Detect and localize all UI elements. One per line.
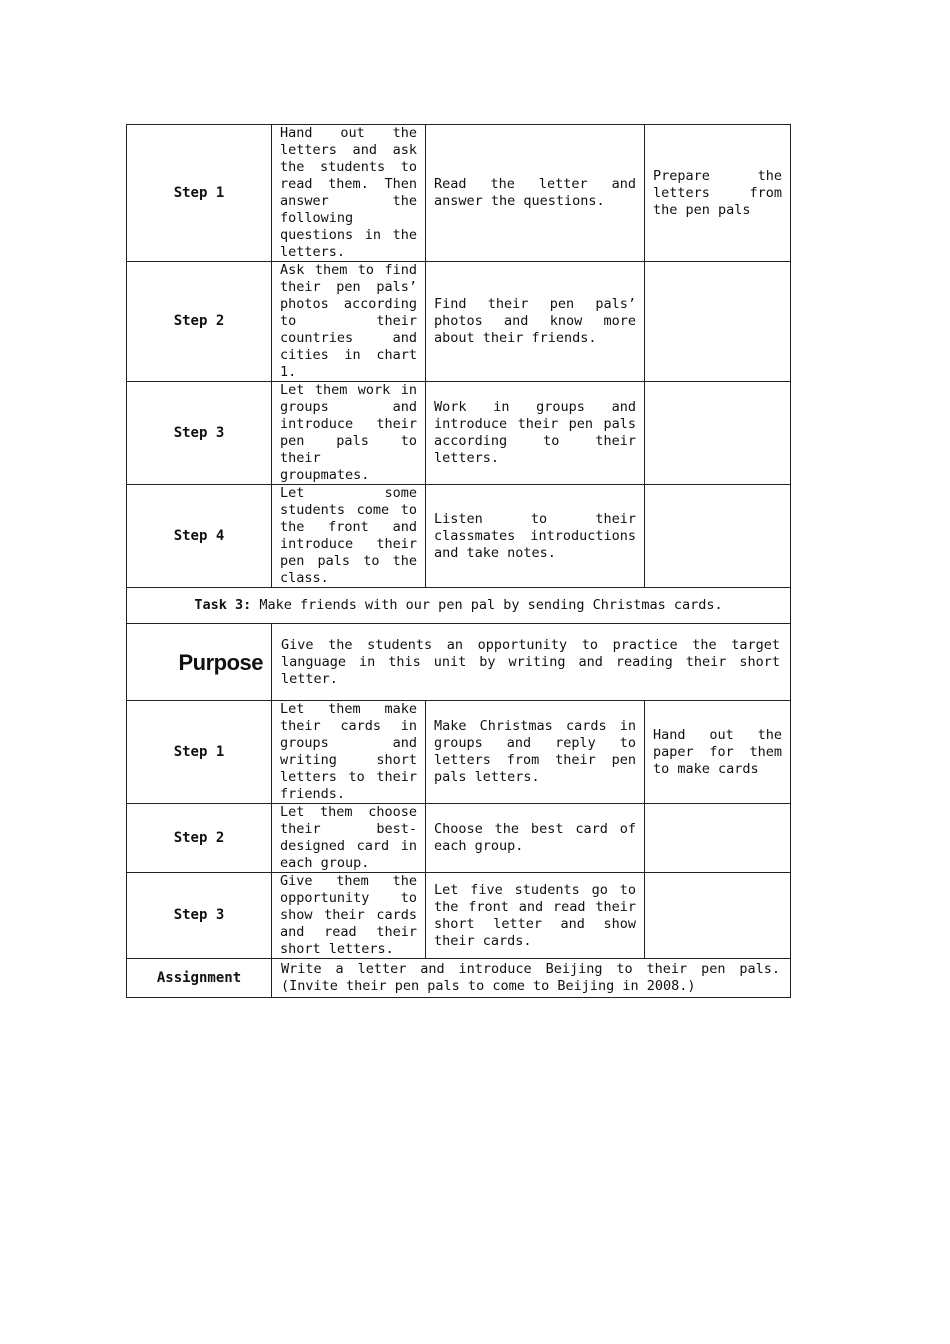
lesson-plan-table: [126, 124, 791, 998]
table-row: [127, 485, 791, 588]
student-activity: Let five students go to the front and read their short letter and show their cards.: [426, 873, 645, 959]
preparation-note: Hand out the paper for them to make cards: [645, 701, 791, 804]
step-label: Step 3: [127, 873, 272, 959]
purpose-row: [127, 624, 791, 701]
purpose-text: Give the students an opportunity to practice the target language in this unit by writing and reading their short letter.: [272, 624, 791, 701]
student-activity: Make Christmas cards in groups and reply to letters from their pen pals letters.: [426, 701, 645, 804]
table-row: [127, 382, 791, 485]
step-label: Step 2: [127, 262, 272, 382]
student-activity: Work in groups and introduce their pen pals according to their letters.: [426, 382, 645, 485]
preparation-note: [645, 262, 791, 382]
table-row: [127, 873, 791, 959]
teacher-activity: Let them choose their best-designed card in each group.: [272, 804, 426, 873]
teacher-activity: Let them work in groups and introduce their pen pals to their groupmates.: [272, 382, 426, 485]
table-row: [127, 262, 791, 382]
teacher-activity: Hand out the letters and ask the students to read them. Then answer the following questions in the letters.: [272, 125, 426, 262]
table-row: [127, 125, 791, 262]
student-activity: Choose the best card of each group.: [426, 804, 645, 873]
student-activity: Read the letter and answer the questions.: [426, 125, 645, 262]
step-label: Step 3: [127, 382, 272, 485]
task-title: Task 3:: [194, 597, 252, 613]
step-label: Step 1: [127, 125, 272, 262]
assignment-text: Write a letter and introduce Beijing to their pen pals. (Invite their pen pals to come to Beijing in 2008.): [272, 959, 791, 998]
preparation-note: Prepare the letters from the pen pals: [645, 125, 791, 262]
preparation-note: [645, 485, 791, 588]
preparation-note: [645, 873, 791, 959]
assignment-label: Assignment: [127, 959, 272, 998]
task-description: Make friends with our pen pal by sending Christmas cards.: [251, 597, 723, 613]
preparation-note: [645, 804, 791, 873]
purpose-label: Purpose: [178, 649, 263, 675]
step-label: Step 2: [127, 804, 272, 873]
purpose-label-cell: [127, 624, 272, 701]
task-heading: [127, 588, 791, 624]
step-label: Step 4: [127, 485, 272, 588]
student-activity: Find their pen pals’ photos and know more about their friends.: [426, 262, 645, 382]
teacher-activity: Ask them to find their pen pals’ photos according to their countries and cities in chart 1.: [272, 262, 426, 382]
step-label: Step 1: [127, 701, 272, 804]
table-row: [127, 701, 791, 804]
student-activity: Listen to their classmates introductions and take notes.: [426, 485, 645, 588]
preparation-note: [645, 382, 791, 485]
teacher-activity: Let some students come to the front and introduce their pen pals to the class.: [272, 485, 426, 588]
task-header-row: [127, 588, 791, 624]
table-row: [127, 804, 791, 873]
teacher-activity: Let them make their cards in groups and writing short letters to their friends.: [272, 701, 426, 804]
teacher-activity: Give them the opportunity to show their cards and read their short letters.: [272, 873, 426, 959]
assignment-row: [127, 959, 791, 998]
